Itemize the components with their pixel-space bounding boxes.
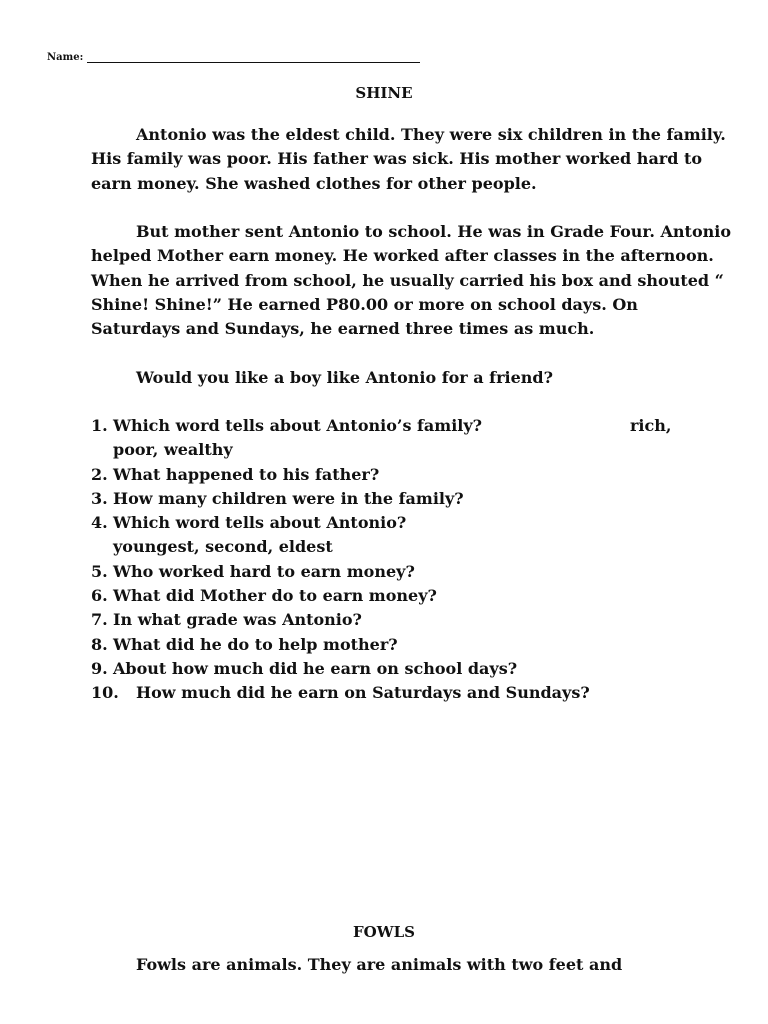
story-paragraph-3: Would you like a boy like Antonio for a friend? [136, 368, 553, 387]
question-text: Which word tells about Antonio’s family? [113, 416, 483, 435]
question-text: Which word tells about Antonio? [113, 513, 407, 533]
question-choices-b: poor, wealthy [113, 440, 233, 460]
question-number: 1. [91, 416, 108, 435]
question-list [91, 414, 731, 706]
question-text: What did he do to help mother? [113, 634, 398, 654]
question-number: 9. [91, 658, 108, 678]
story-paragraph-1: Antonio was the eldest child. They were six children in the family. His family was poor. His father was sick. His mother worked hard to earn money. She washed clothes for other people. [91, 125, 726, 193]
name-blank-line[interactable] [87, 53, 420, 63]
question-number: 4. [91, 513, 108, 533]
question-text: What did Mother do to earn money? [113, 586, 437, 606]
question-item [91, 633, 731, 657]
question-number: 7. [91, 610, 108, 630]
question-item [91, 681, 731, 705]
question-item [91, 414, 731, 463]
question-text: About how much did he earn on school days? [113, 658, 518, 678]
question-number: 8. [91, 634, 108, 654]
question-choices-b: youngest, second, eldest [113, 537, 333, 557]
question-text: In what grade was Antonio? [113, 610, 362, 630]
question-number: 6. [91, 586, 108, 606]
question-choices-a: rich, [630, 416, 672, 435]
question-item [91, 608, 731, 632]
question-number: 2. [91, 464, 108, 484]
question-number: 5. [91, 561, 108, 581]
question-number: 3. [91, 488, 108, 508]
question-text: How many children were in the family? [113, 488, 464, 508]
question-item [91, 511, 731, 560]
question-item [91, 584, 731, 608]
fowls-paragraph-1: Fowls are animals. They are animals with two feet and [136, 955, 623, 974]
question-text: How much did he earn on Saturdays and Sundays? [136, 683, 590, 703]
question-number: 10. [91, 683, 119, 703]
story-title-fowls: FOWLS [353, 923, 415, 941]
story-paragraph-2: But mother sent Antonio to school. He was in Grade Four. Antonio helped Mother earn money. He worked after classes in the afternoon. When he arrived from school, he usually carried his box and shouted “ Shine! Shine!” He earned P80.00 or more on school days. On Saturdays and Sundays, he earned three times as much. [91, 222, 731, 339]
question-item [91, 657, 731, 681]
question-text: What happened to his father? [113, 464, 380, 484]
name-row [47, 52, 420, 63]
name-label: Name: [47, 52, 84, 63]
question-item [91, 487, 731, 511]
question-item [91, 560, 731, 584]
story-title-shine: SHINE [355, 84, 413, 102]
question-text: Who worked hard to earn money? [113, 561, 415, 581]
question-item [91, 463, 731, 487]
